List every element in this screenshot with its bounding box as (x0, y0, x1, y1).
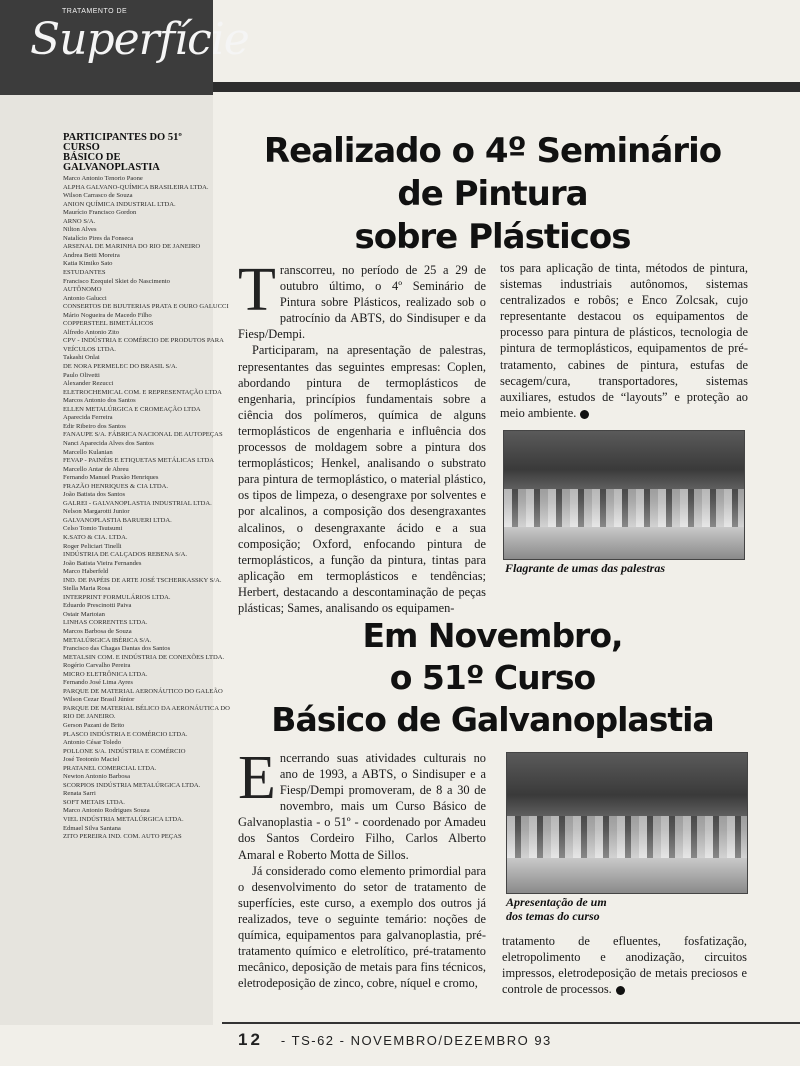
participant-entry: João Batista Vieira Fernandes (63, 559, 142, 567)
participant-entry: Antonio César Toledo (63, 739, 122, 747)
participant-entry: IND. DE PAPÉIS DE ARTE JOSÉ TSCHERKASSKY S/A. (63, 576, 222, 584)
participant-entry: PARQUE DE MATERIAL BÉLICO DA AERONÁUTICA DO (63, 704, 230, 712)
photo2-caption-line: dos temas do curso (506, 909, 600, 923)
article1-title-line: Realizado o 4º Seminário (263, 131, 722, 171)
participant-entry: DE NORA PERMELEC DO BRASIL S/A. (63, 363, 178, 371)
participant-entry: Antonio Galucci (63, 294, 107, 302)
participant-entry: FEVAP - PAINÉIS E ETIQUETAS METÁLICAS LTDA (63, 457, 215, 465)
participant-entry: VEÍCULOS LTDA. (63, 345, 116, 353)
participant-entry: Celso Tomio Tsutsumi (63, 525, 123, 533)
participant-entry: METALÚRGICA IBÉRICA S/A. (63, 636, 152, 644)
participant-entry: Francisco Ezequiel Skiet do Nascimento (63, 277, 170, 285)
participant-entry: COPPERSTEEL BIMETÁLICOS (63, 320, 154, 328)
participant-entry: PRATANEL COMERCIAL LTDA. (63, 764, 157, 772)
participant-entry: ZITO PEREIRA IND. COM. AUTO PEÇAS (63, 833, 182, 841)
participant-entry: K.SATO & CIA. LTDA. (63, 533, 128, 541)
page-footer (238, 1030, 552, 1050)
participant-entry: Andrea Betti Moreira (63, 251, 120, 259)
article1-column-1 (238, 256, 486, 616)
article2-column-1 (238, 744, 486, 991)
participant-entry: Marco Haberfeld (63, 568, 109, 576)
participant-entry: LINHAS CORRENTES LTDA. (63, 619, 148, 627)
participant-entry: FANAUPE S/A. FÁBRICA NACIONAL DE AUTOPEÇAS (63, 431, 223, 439)
participant-entry: Paulo Olivetti (63, 371, 100, 379)
sidebar-heading (63, 133, 213, 173)
article2-column-2 (502, 933, 747, 997)
participant-entry: ELETROCHEMICAL COM. E REPRESENTAÇÃO LTDA (63, 388, 222, 396)
end-of-article-bullet-icon (616, 986, 625, 995)
participant-entry: João Batista dos Santos (63, 491, 126, 499)
participant-entry: Wilson Cezar Brasil Júnior (63, 696, 135, 704)
participant-entry: Ostair Martoian (63, 610, 105, 618)
participant-entry: Marcos Barbosa de Souza (63, 627, 132, 635)
participant-entry: Alfredo Antonio Zito (63, 328, 120, 336)
participant-entry: Aparecida Ferreira (63, 414, 113, 422)
participant-entry: Eduardo Prescinotti Paiva (63, 602, 132, 610)
participants-sidebar (63, 132, 230, 842)
participant-entry: Fernando José Lima Ayres (63, 679, 133, 687)
article1-dropcap: T (238, 256, 276, 324)
participant-entry: Mário Nogueira de Macedo Filho (63, 311, 152, 319)
participant-entry: MICRO ELETRÔNICA LTDA. (63, 670, 148, 678)
article2-p1-text: ncerrando suas atividades culturais no ano de 1993, a ABTS, o Sindisuper e a Fiesp/Dempi promoveram, de 8 a 30 de novembro, mais um Curso Básico de Galvanoplastia - o 51º - coordenado por Amadeu dos Santos Cordeiro Filho, Carlos Alberto Amaral e Roberto Motta de Sillos. (238, 751, 486, 862)
article2-paragraph (502, 933, 747, 997)
article2-paragraph (238, 744, 486, 863)
participant-entry: ANION QUÍMICA INDUSTRIAL LTDA. (63, 200, 176, 208)
participant-entry: AUTÔNOMO (63, 286, 102, 294)
article2-title (255, 615, 730, 741)
article2-dropcap: E (238, 744, 276, 812)
participant-entry: INTERPRINT FORMULÁRIOS LTDA. (63, 593, 171, 601)
article2-title-line: o 51º Curso (389, 658, 596, 697)
participant-entry: Alexander Rezucci (63, 380, 114, 388)
participant-entry: Nelson Margarotti Junior (63, 508, 130, 516)
article1-p3-text: tos para aplicação de tinta, métodos de pintura, sistemas industriais autônomos, sistemas centralizados e robôs; e Enco Zolcsak, cujo representante destacou os equipamentos de processo para pintura de plásticos, tecnologia de pintura de termoplásticos, equipamentos de pré-tratamento, cabines de pintura, estufas de secagem/cura, transportadores, sistemas auxiliares, estudos de “layouts” e proteção ao meio ambiente. (500, 261, 748, 420)
seminar-photo (503, 430, 745, 560)
article1-paragraph (500, 260, 748, 421)
participant-entry: CPV - INDÚSTRIA E COMÉRCIO DE PRODUTOS PARA (63, 337, 224, 345)
participant-entry: Natalício Pires da Fonseca (63, 234, 134, 242)
magazine-logo: Superfície (30, 14, 249, 65)
article2-title-line: Básico de Galvanoplastia (271, 700, 714, 739)
participant-entry: ARNO S/A. (63, 217, 96, 225)
article1-title-line: de Pintura (397, 174, 588, 214)
participant-entry: RIO DE JANEIRO. (63, 713, 116, 721)
sidebar-heading-line: PARTICIPANTES DO 51º CURSO (63, 132, 182, 153)
participant-entry: Roger Peliciari Tinelli (63, 542, 122, 550)
participant-entry: ARSENAL DE MARINHA DO RIO DE JANEIRO (63, 243, 201, 251)
article1-title-line: sobre Plásticos (354, 217, 631, 257)
article1-paragraph (238, 256, 486, 342)
photo2-caption-line: Apresentação de um (506, 895, 607, 909)
article1-p1-text: ranscorreu, no período de 25 a 29 de outubro último, o 4º Seminário de Pintura sobre Plásticos, realizado sob o patrocínio da ABTS, do Sindisuper e da Fiesp/Dempi. (238, 263, 486, 342)
article1-column-2 (500, 260, 748, 421)
participant-entry: Marcello Kulanian (63, 448, 113, 456)
participant-entry: ALPHA GALVANO-QUÍMICA BRASILEIRA LTDA. (63, 183, 209, 191)
participant-entry: SCORPIOS INDÚSTRIA METALÚRGICA LTDA. (63, 781, 201, 789)
participant-entry: Wilson Carrasco de Souza (63, 192, 133, 200)
participant-entry: Edmael Silva Santana (63, 824, 121, 832)
participant-entry: Renata Sarri (63, 790, 96, 798)
participant-entry: PARQUE DE MATERIAL AERONÁUTICO DO GALEÃO (63, 687, 223, 695)
participant-entry: METALSIN COM. E INDÚSTRIA DE CONEXÕES LTDA. (63, 653, 225, 661)
issue-info: - TS-62 - NOVEMBRO/DEZEMBRO 93 (280, 1033, 552, 1048)
participant-entry: Rogério Carvalho Pereira (63, 662, 131, 670)
participant-entry: Takashi Onlai (63, 354, 100, 362)
participant-entry: Marcos Antonio dos Santos (63, 397, 136, 405)
participant-entry: ELLEN METALÚRGICA E CROMEAÇÃO LTDA (63, 405, 201, 413)
participant-entry: Francisco das Chagas Dantas dos Santos (63, 645, 171, 653)
page-number: 12 (238, 1030, 263, 1049)
participant-entry: ESTUDANTES (63, 269, 106, 277)
participant-entry: Newton Antonio Barbosa (63, 773, 131, 781)
article2-paragraph: Já considerado como elemento primordial para o desenvolvimento do setor de tratamento de superfícies, este curso, a exemplo dos outros já realizados, teve o seguinte temário: noções de química, equipamentos para galvanoplastia, pré-tratamento químico e eletrolítico, pré-tratamento mecânico, deposição de metais para fins técnicos, eletrodeposição de zinco, cobre, níquel e cromo, (238, 863, 486, 991)
participant-entry: Nilton Alves (63, 226, 97, 234)
participant-entry: Fernando Manuel Praxão Henriques (63, 474, 159, 482)
participant-entry: Edir Ribeiro dos Santos (63, 422, 126, 430)
participant-entry: Marco Antonio Tenorio Paone (63, 175, 143, 182)
sidebar-heading-line: BÁSICO DE GALVANOPLASTIA (63, 152, 160, 173)
participant-entry: SOFT METAIS LTDA. (63, 798, 125, 806)
participant-entry: Marco Antonio Rodrigues Souza (63, 807, 150, 815)
participant-entry: Marcello Antar de Abreu (63, 465, 129, 473)
end-of-article-bullet-icon (580, 410, 589, 419)
article1-title (255, 130, 730, 259)
participants-list (63, 175, 230, 842)
participant-entry: GALVANOPLASTIA BARUERI LTDA. (63, 516, 172, 524)
participant-entry: FRAZÃO HENRIQUES & CIA LTDA. (63, 482, 169, 490)
participant-entry: PLASCO INDÚSTRIA E COMÉRCIO LTDA. (63, 730, 188, 738)
participant-entry: VIEL INDÚSTRIA METALÚRGICA LTDA. (63, 816, 184, 824)
footer-rule (222, 1022, 800, 1024)
article2-title-line: Em Novembro, (362, 616, 623, 655)
participant-entry: GALREI - GALVANOPLASTIA INDUSTRIAL LTDA. (63, 499, 212, 507)
course-photo (506, 752, 748, 894)
participant-entry: Nanci Aparecida Alves dos Santos (63, 439, 154, 447)
participant-entry: Stella Maria Rosa (63, 585, 111, 593)
participant-entry: Maurício Francisco Gordon (63, 209, 137, 217)
participant-entry: Katia Kimiko Sato (63, 260, 113, 268)
participant-entry: Gerson Pazani de Brito (63, 722, 125, 729)
header-rule (213, 82, 800, 92)
participant-entry: José Teotonio Maciel (63, 756, 120, 764)
photo1-caption: Flagrante de umas das palestras (505, 561, 666, 575)
article2-p3-text: tratamento de efluentes, fosfatização, eletropolimento e anodização, circuitos impressos, eletrodeposição de metais preciosos e controle de processos. (502, 934, 747, 997)
participant-entry: CONSERTOS DE BIJUTERIAS PRATA E OURO GALUCCI (63, 303, 229, 311)
masthead-small-label: TRATAMENTO DE (62, 8, 128, 15)
article1-paragraph: Participaram, na apresentação de palestras, representantes das seguintes empresas: Coplen, abordando pintura de termoplásticos de engenharia, princípios fundamentais sobre a ciência dos polímeros, química de alguns termoplásticos de engenharia e influência dos processos de moldagem sobre a pintura dos termoplásticos; Henkel, analisando o substrato para pintura de termoplástico, o material plástico, os tipos de limpeza, o desengraxe por solventes e por alcalinos, a composição dos desengraxantes alcalinos, o desengraxante ácido e a sua composição; Oxford, enfocando pintura de termoplásticos, a função da pintura, tintas para aplicação em termoplásticos e tendências; Herbert, destacando a descontaminação de peças plásticas; Sames, analisando os equipamen- (238, 343, 486, 615)
participant-entry: POLLONE S/A. INDÚSTRIA E COMÉRCIO (63, 747, 186, 755)
photo2-caption (506, 895, 646, 923)
participant-entry: INDÚSTRIA DE CALÇADOS REBENA S/A. (63, 551, 188, 559)
